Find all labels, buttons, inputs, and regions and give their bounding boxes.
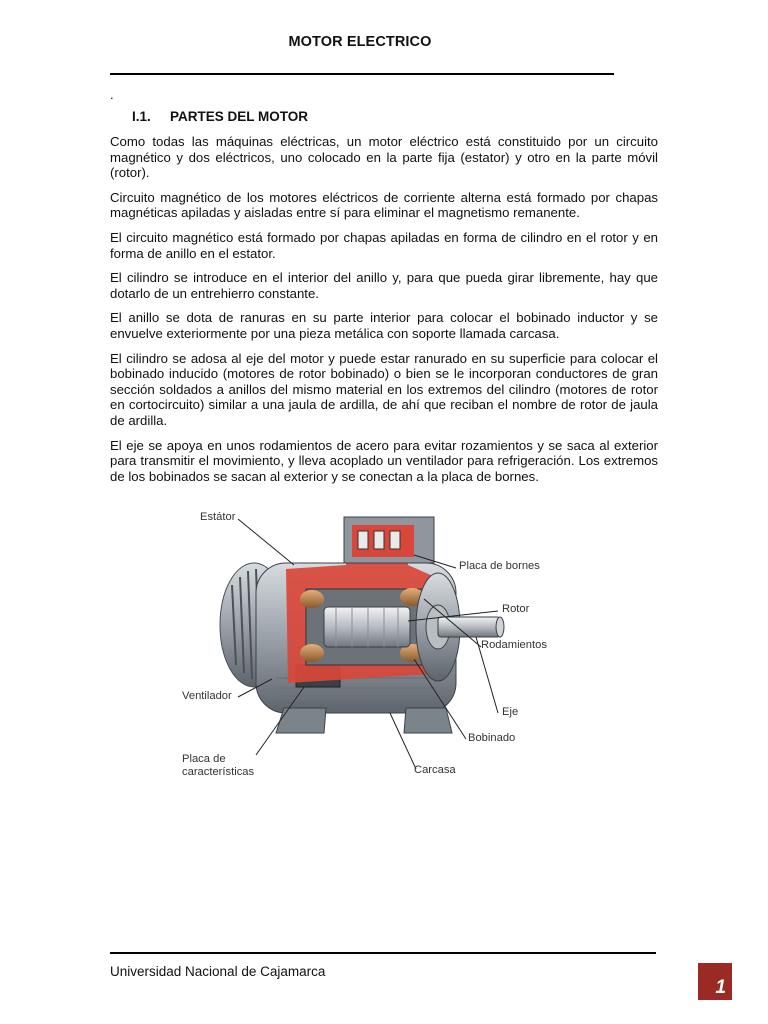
page-number: 1 (715, 977, 726, 998)
footer-divider (110, 952, 656, 954)
paragraph: Como todas las máquinas eléctricas, un motor eléctrico está constituido por un circuito magnético y dos eléctricos, uno colocado en la parte fija (estator) y otro en la parte móvil (rotor). (110, 134, 658, 181)
footer-institution: Universidad Nacional de Cajamarca (110, 964, 326, 979)
header-divider (110, 73, 614, 75)
paragraph: El anillo se dota de ranuras en su parte interior para colocar el bobinado inductor y se envuelve exteriormente por una pieza metálica con soporte llamada carcasa. (110, 310, 658, 341)
section-heading (132, 109, 308, 124)
body-text (110, 134, 658, 493)
label-rodamientos: Rodamientos (481, 639, 547, 651)
label-placa-caracteristicas-line2: características (182, 766, 255, 778)
motor-figure (176, 503, 568, 785)
paragraph: El circuito magnético está formado por chapas apiladas en forma de cilindro en el rotor y en forma de anillo en el estator. (110, 229, 658, 261)
page-number-badge (698, 963, 732, 1000)
label-placa-de-bornes: Placa de bornes (459, 560, 540, 572)
section-number: I.1. (132, 109, 151, 124)
label-carcasa: Carcasa (414, 764, 456, 776)
section-title: PARTES DEL MOTOR (170, 109, 309, 124)
paragraph: El cilindro se introduce en el interior del anillo y, para que pueda girar libremente, hay que dotarlo de un entrehierro constante. (110, 270, 658, 301)
paragraph: El eje se apoya en unos rodamientos de acero para evitar rozamientos y se saca al exterior para transmitir el movimiento, y lleva acoplado un ventilador para refrigeración. Los extremos de los bobinados se sacan al exterior y se conectan a la placa de bornes. (110, 437, 658, 484)
page-title: MOTOR ELECTRICO (288, 34, 432, 50)
stray-dot: . (110, 87, 114, 102)
label-rotor: Rotor (502, 603, 530, 615)
label-placa-caracteristicas-line1: Placa de (182, 753, 226, 765)
paragraph: El cilindro se adosa al eje del motor y puede estar ranurado en su superficie para colocar el bobinado inducido (motores de rotor bobinado) o bien se le incorporan conductores de gran sección soldados a anillos del mismo material en los extremos del cilindro (motores de rotor en cortocircuito) similar a una jaula de ardilla, de ahí que reciban el nombre de rotor de jaula de ardilla. (110, 350, 658, 428)
label-bobinado: Bobinado (468, 732, 516, 744)
label-estator: Estátor (200, 511, 236, 523)
paragraph: Circuito magnético de los motores eléctricos de corriente alterna está formado por chapas magnéticas apiladas y aisladas entre sí para eliminar el magnetismo remanente. (110, 189, 658, 221)
label-ventilador: Ventilador (182, 690, 232, 702)
label-eje: Eje (502, 706, 519, 718)
